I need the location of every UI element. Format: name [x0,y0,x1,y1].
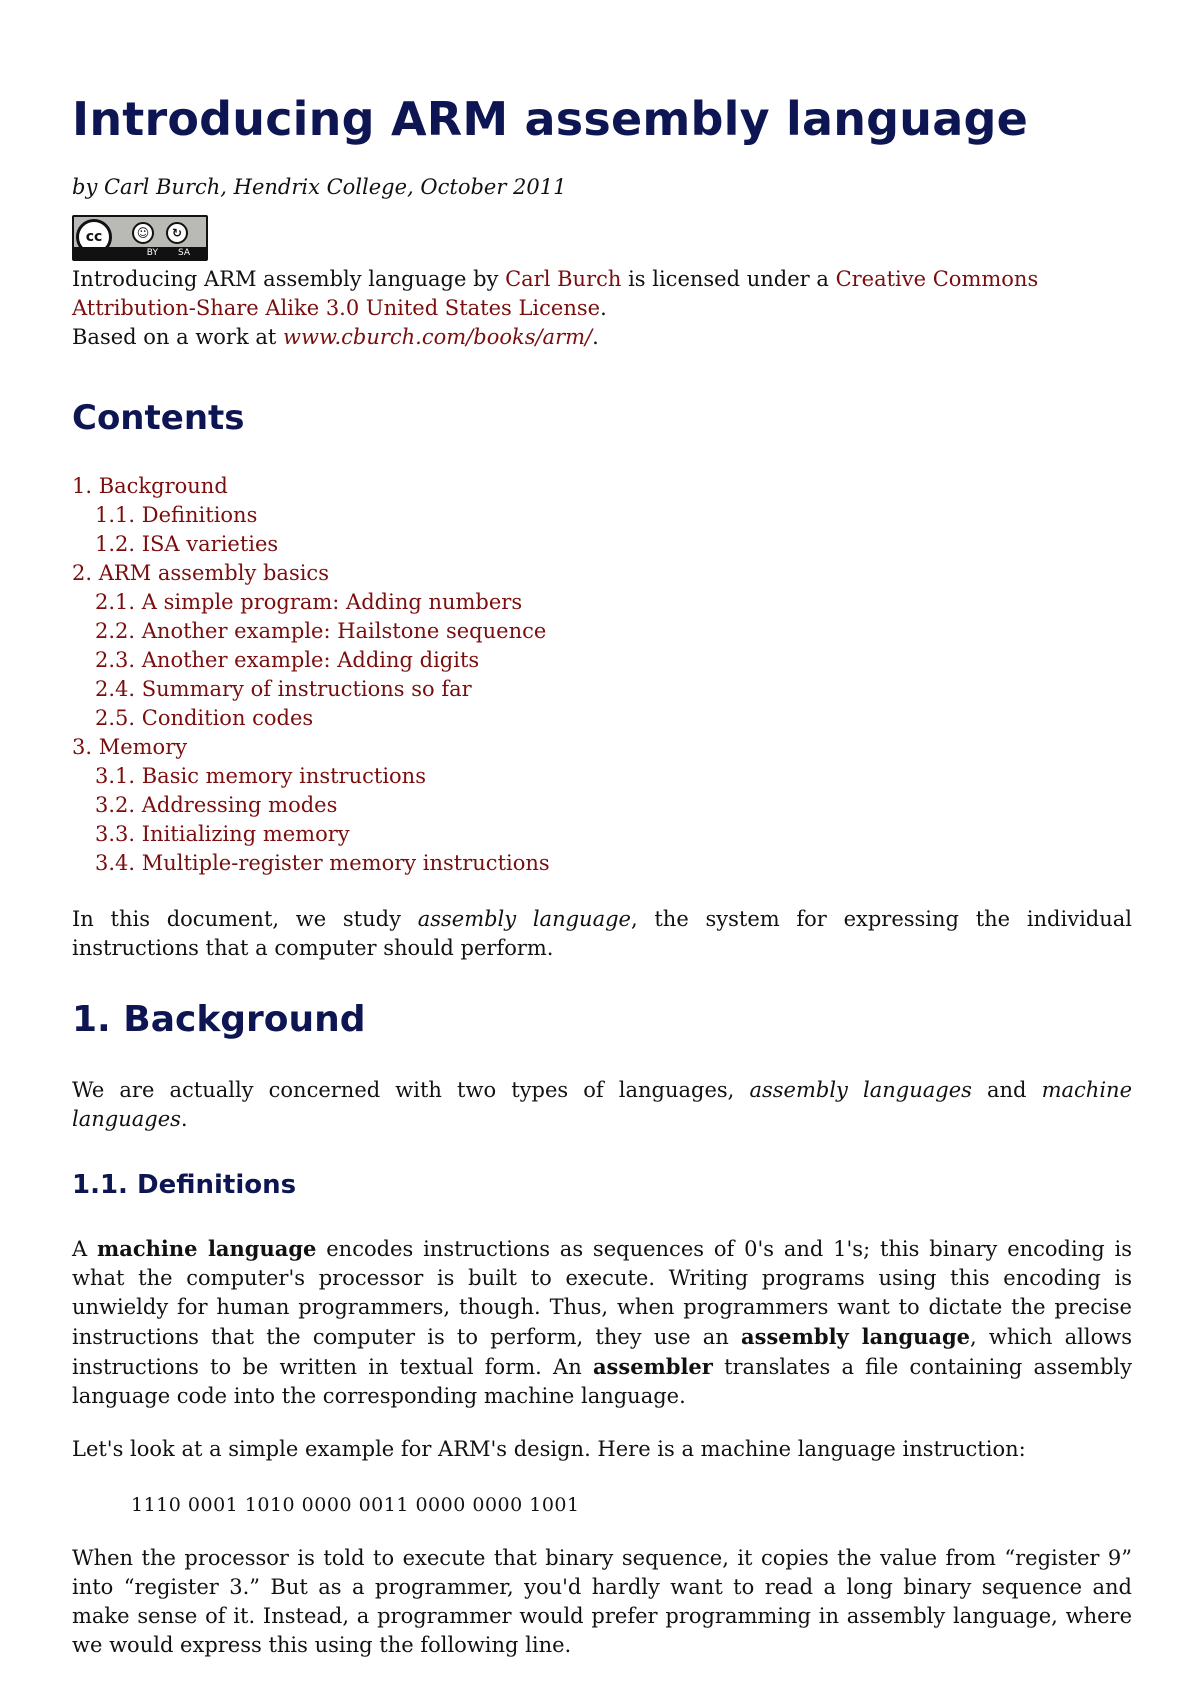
toc-link[interactable]: 2.5. Condition codes [95,706,314,731]
cc-icon: cc [76,219,112,255]
based-on-suffix: . [592,325,599,350]
toc-item-hailstone [72,617,1132,646]
term-assembly-language: assembly language [741,1324,971,1350]
intro-paragraph [72,905,1132,963]
toc-item-memory [72,733,1132,762]
license-link[interactable]: Creative Commons Attribution-Share Alike 3.0 United States License [72,267,1039,321]
intro-text-end: , the system for expressing the individual instructions that a computer should perform. [72,907,1132,961]
toc-item-basic-memory [72,762,1132,791]
intro-text: In this document, we study [72,907,418,932]
background-text: We are actually concerned with two types of languages, [72,1078,750,1103]
share-alike-icon: ↻ [166,222,188,244]
license-work-title: Introducing ARM assembly language [72,267,467,292]
background-text-end: . [180,1107,188,1132]
source-url-link[interactable]: www.cburch.com/books/arm/ [283,325,593,350]
toc-item-adding-digits [72,646,1132,675]
definitions-text: , which allows instructions to be written in textual form. An [72,1325,1132,1380]
toc-item-condition-codes [72,704,1132,733]
toc-link[interactable]: 2.3. Another example: Adding digits [95,648,480,673]
toc-link[interactable]: 2. ARM assembly basics [72,561,329,586]
definitions-paragraph [72,1234,1132,1411]
toc-link[interactable]: 1.2. ISA varieties [95,532,279,557]
intro-emphasis: assembly language [417,907,631,932]
toc-item-initializing-memory [72,820,1132,849]
toc-link[interactable]: 1.1. Definitions [95,503,258,528]
license-notice [72,265,1132,352]
example-paragraph: Let's look at a simple example for ARM's design. Here is a machine language instruction: [72,1437,1026,1462]
badge-sa-label: SA [177,248,190,259]
license-licensed-text: is licensed under a [621,267,836,292]
toc-link[interactable]: 1. Background [72,474,228,499]
subsection-heading-definitions: 1.1. Definitions [72,1170,297,1201]
toc-item-isa-varieties [72,530,1132,559]
machine-code-sample: 1110 0001 1010 0000 0011 0000 0000 1001 [131,1494,580,1517]
final-paragraph: When the processor is told to execute that binary sequence, it copies the value from “register 9” into “register 3.” But as a programmer, you'd hardly want to read a long binary sequence and make sense of it. Instead, a programmer would prefer programming in assembly language, where we would express this using the following line. [72,1546,1132,1658]
term-assembler: assembler [592,1354,713,1380]
person-icon: ☺ [132,222,154,244]
background-emphasis-machine: machine languages [72,1078,1132,1132]
toc-link[interactable]: 3. Memory [72,735,188,760]
toc-link[interactable]: 3.1. Basic memory instructions [95,764,426,789]
background-paragraph [72,1076,1132,1134]
badge-labels [74,247,206,259]
badge-by-label: BY [146,248,158,259]
background-text-and: and [971,1078,1042,1103]
toc-item-background [72,472,1132,501]
toc-link[interactable]: 3.3. Initializing memory [95,822,350,847]
definitions-text: translates a file containing assembly language code into the corresponding machine language. [72,1355,1132,1409]
toc-link[interactable]: 3.2. Addressing modes [95,793,338,818]
author-link[interactable]: Carl Burch [505,267,622,292]
page-title: Introducing ARM assembly language [72,92,1028,146]
license-period: . [600,296,607,321]
based-on-text: Based on a work at [72,325,284,350]
toc-link[interactable]: 3.4. Multiple-register memory instructions [95,851,550,876]
byline: by Carl Burch, Hendrix College, October 2011 [72,175,567,200]
cc-license-badge[interactable] [72,215,208,261]
toc-link[interactable]: 2.2. Another example: Hailstone sequence [95,619,547,644]
toc-item-arm-basics [72,559,1132,588]
toc-item-multiple-register [72,849,1132,878]
table-of-contents [72,472,1132,878]
toc-item-addressing-modes [72,791,1132,820]
contents-heading: Contents [72,398,245,439]
term-machine-language: machine language [97,1236,317,1262]
toc-item-summary [72,675,1132,704]
background-emphasis-assembly: assembly languages [749,1078,972,1103]
toc-item-simple-program [72,588,1132,617]
toc-item-definitions [72,501,1132,530]
section-heading-background: 1. Background [72,999,366,1041]
toc-link[interactable]: 2.4. Summary of instructions so far [95,677,472,702]
toc-link[interactable]: 2.1. A simple program: Adding numbers [95,590,523,615]
license-by-text: by [466,267,506,292]
definitions-text: encodes instructions as sequences of 0's and 1's; this binary encoding is what the computer's processor is built to execute. Writing programs using this encoding is unwieldy for human programmers, though. Thus, when programmers want to dictate the precise instructions that the computer is to perform, they use an [72,1237,1133,1350]
definitions-text: A [72,1237,97,1262]
